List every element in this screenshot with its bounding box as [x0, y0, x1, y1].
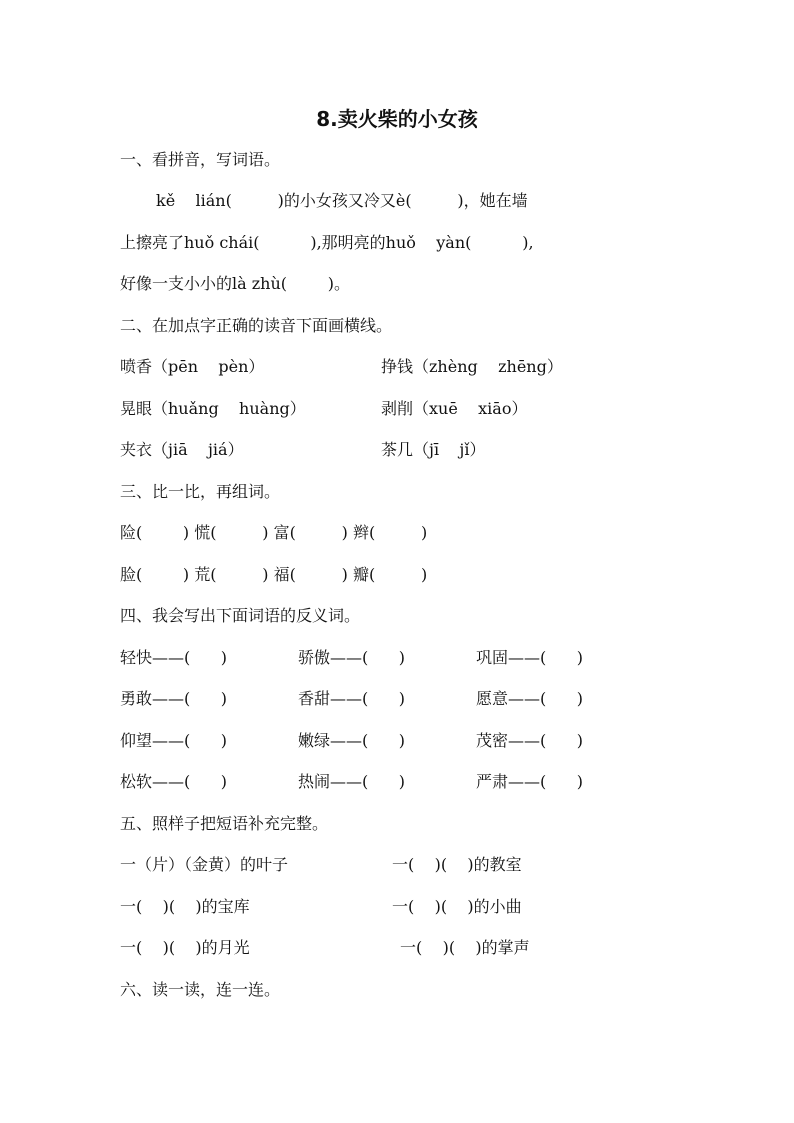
antonym-item: 骄傲——( ) — [298, 648, 406, 667]
antonym-item: 茂密——( ) — [476, 731, 584, 750]
section-2-heading: 二、在加点字正确的读音下面画横线。 — [120, 316, 393, 335]
section-1-paragraph-line-1: kě lián( )的小女孩又冷又è( )，她在墙 — [156, 191, 528, 210]
section-6-heading: 六、读一读，连一连。 — [120, 980, 281, 999]
pronunciation-item: 茶几（jī jǐ） — [381, 440, 486, 459]
compare-row-2: 脸( ) 荒( ) 福( ) 瓣( ) — [120, 565, 428, 584]
phrase-item: 一( )( )的月光 — [120, 938, 250, 957]
antonym-item: 热闹——( ) — [298, 772, 406, 791]
antonym-item: 嫩绿——( ) — [298, 731, 406, 750]
section-1-heading: 一、看拼音，写词语。 — [120, 150, 281, 169]
section-3-heading: 三、比一比，再组词。 — [120, 482, 281, 501]
antonym-item: 严肃——( ) — [476, 772, 584, 791]
pronunciation-item: 挣钱（zhèng zhēng） — [381, 357, 563, 376]
phrase-item: 一( )( )的教室 — [392, 855, 522, 874]
phrase-example: 一（片）（金黄）的叶子 — [120, 855, 289, 874]
antonym-item: 愿意——( ) — [476, 689, 584, 708]
section-1-paragraph-line-2: 上擦亮了huǒ chái( ),那明亮的huǒ yàn( ), — [120, 233, 534, 252]
antonym-item: 巩固——( ) — [476, 648, 584, 667]
pronunciation-item: 夹衣（jiā jiá） — [120, 440, 244, 459]
section-5-heading: 五、照样子把短语补充完整。 — [120, 814, 329, 833]
phrase-item: 一( )( )的小曲 — [392, 897, 522, 916]
pronunciation-item: 剥削（xuē xiāo） — [381, 399, 528, 418]
phrase-item: 一( )( )的掌声 — [400, 938, 530, 957]
pronunciation-item: 晃眼（huǎng huàng） — [120, 399, 306, 418]
phrase-item: 一( )( )的宝库 — [120, 897, 250, 916]
antonym-item: 香甜——( ) — [298, 689, 406, 708]
section-4-heading: 四、我会写出下面词语的反义词。 — [120, 606, 361, 625]
antonym-item: 勇敢——( ) — [120, 689, 228, 708]
section-1-paragraph-line-3: 好像一支小小的là zhù( )。 — [120, 274, 350, 293]
page-title: 8.卖火柴的小女孩 — [316, 107, 478, 131]
antonym-item: 轻快——( ) — [120, 648, 228, 667]
pronunciation-item: 喷香（pēn pèn） — [120, 357, 265, 376]
antonym-item: 仰望——( ) — [120, 731, 228, 750]
compare-row-1: 险( ) 慌( ) 富( ) 辫( ) — [120, 523, 428, 542]
antonym-item: 松软——( ) — [120, 772, 228, 791]
